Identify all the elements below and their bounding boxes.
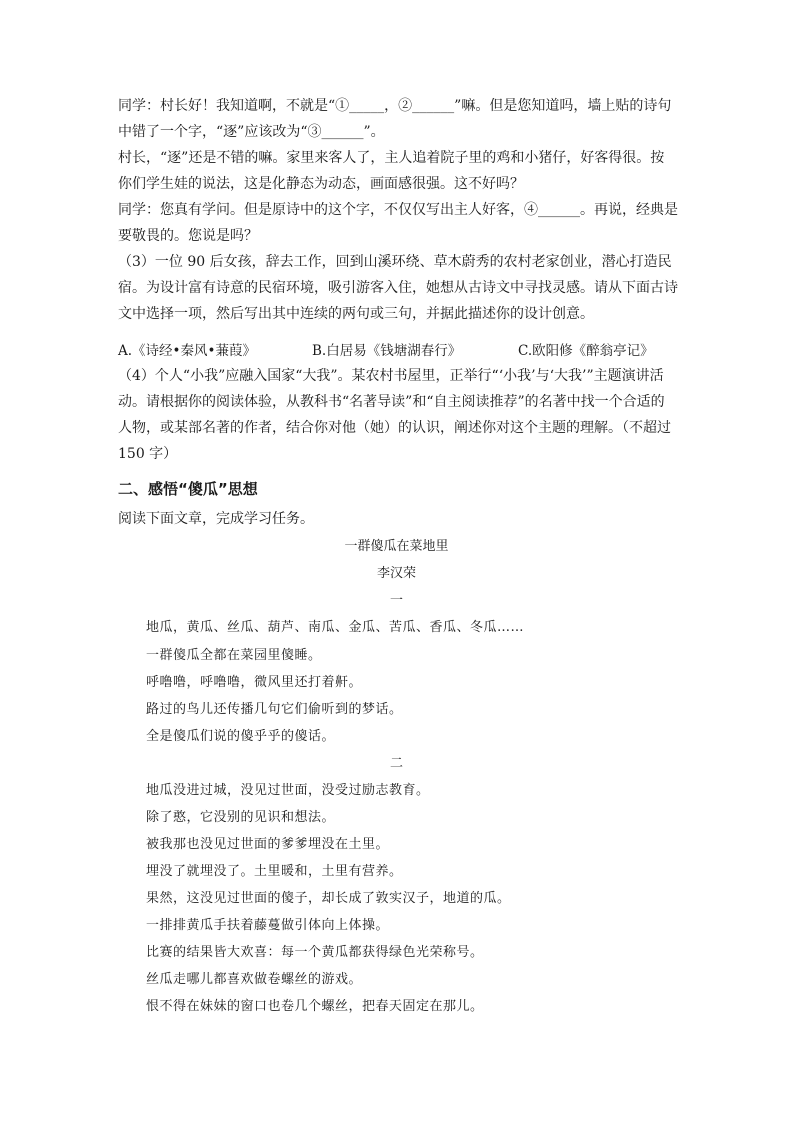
poem-line: 被我那也没见过世面的爹爹埋没在土里。 [146, 837, 390, 852]
poem-line: 一排排黄瓜手扶着藤蔓做引体向上体操。 [146, 918, 390, 933]
option-a: A.《诗经•秦风•蒹葭》 [118, 343, 256, 359]
poem-line: 恨不得在妹妹的窗口也卷几个螺丝，把春天固定在那儿。 [146, 999, 484, 1014]
poem-line: 地瓜没进过城，没见过世面，没受过励志教育。 [146, 783, 430, 798]
poem-line: 丝瓜走哪儿都喜欢做卷螺丝的游戏。 [146, 972, 363, 987]
option-c: C.欧阳修《醉翁亭记》 [518, 343, 654, 359]
poem-title: 一群傻瓜在菜地里 [344, 539, 449, 554]
poem-line: 一群傻瓜全都在菜园里傻睡。 [146, 648, 322, 663]
poem-line: 全是傻瓜们说的傻乎乎的傻话。 [146, 729, 336, 744]
poem-line: 呼噜噜，呼噜噜，微风里还打着鼾。 [146, 675, 363, 690]
poem-line: 路过的鸟儿还传播几句它们偷听到的梦话。 [146, 702, 403, 717]
dialogue-village-head: 村长，“逐”还是不错的嘛。家里来客人了，主人追着院子里的鸡和小猪仔，好客得很。按你们学生娃的说法，这是化静态为动态，画面感很强。这不好吗？ [118, 150, 665, 192]
option-b: B.白居易《钱塘湖春行》 [312, 343, 462, 359]
poem-part-1-label: 一 [389, 593, 403, 608]
poem-line: 除了憨，它没别的见识和想法。 [146, 810, 336, 825]
poem-line: 果然，这没见过世面的傻子，却长成了敦实汉子，地道的瓜。 [146, 891, 511, 906]
poem-line: 埋没了就埋没了。土里暖和，土里有营养。 [146, 864, 403, 879]
poem-author: 李汉荣 [376, 566, 416, 581]
dialogue-student-1: 同学：村长好！我知道啊，不就是“①_____，②______”嘛。但是您知道吗，墙上贴的诗句中错了一个字，“逐”应该改为“③______”。 [118, 98, 672, 140]
question-4: （4）个人“小我”应融入国家“大我”。某农村书屋里，正举行“‘小我’与‘大我’”主题演讲活动。请根据你的阅读体验，从教科书“名著导读”和“自主阅读推荐”的名著中找一个合适的人物，或某部名著的作者，结合你对他（她）的认识，阐述你对这个主题的理解。（不超过 150 字） [118, 368, 671, 462]
section-instruction: 阅读下面文章，完成学习任务。 [118, 511, 314, 527]
poem-line: 地瓜，黄瓜、丝瓜、葫芦、南瓜、金瓜、苦瓜、香瓜、冬瓜…… [146, 620, 525, 635]
poem-part-2-label: 二 [389, 756, 403, 771]
dialogue-student-2: 同学：您真有学问。但是原诗中的这个字，不仅仅写出主人好客，④______。再说，经典是要敬畏的。您说是吗？ [118, 202, 678, 244]
poem-line: 比赛的结果皆大欢喜：每一个黄瓜都获得绿色光荣称号。 [146, 945, 484, 960]
section-heading: 二、感悟“傻瓜”思想 [118, 480, 258, 498]
question-3: （3）一位 90 后女孩，辞去工作，回到山溪环绕、草木蔚秀的农村老家创业，潜心打造民宿。为设计富有诗意的民宿环境，吸引游客入住，她想从古诗文中寻找灵感。请从下面古诗文中选择一项，然后写出其中连续的两句或三句，并据此描述你的设计创意。 [118, 254, 678, 322]
